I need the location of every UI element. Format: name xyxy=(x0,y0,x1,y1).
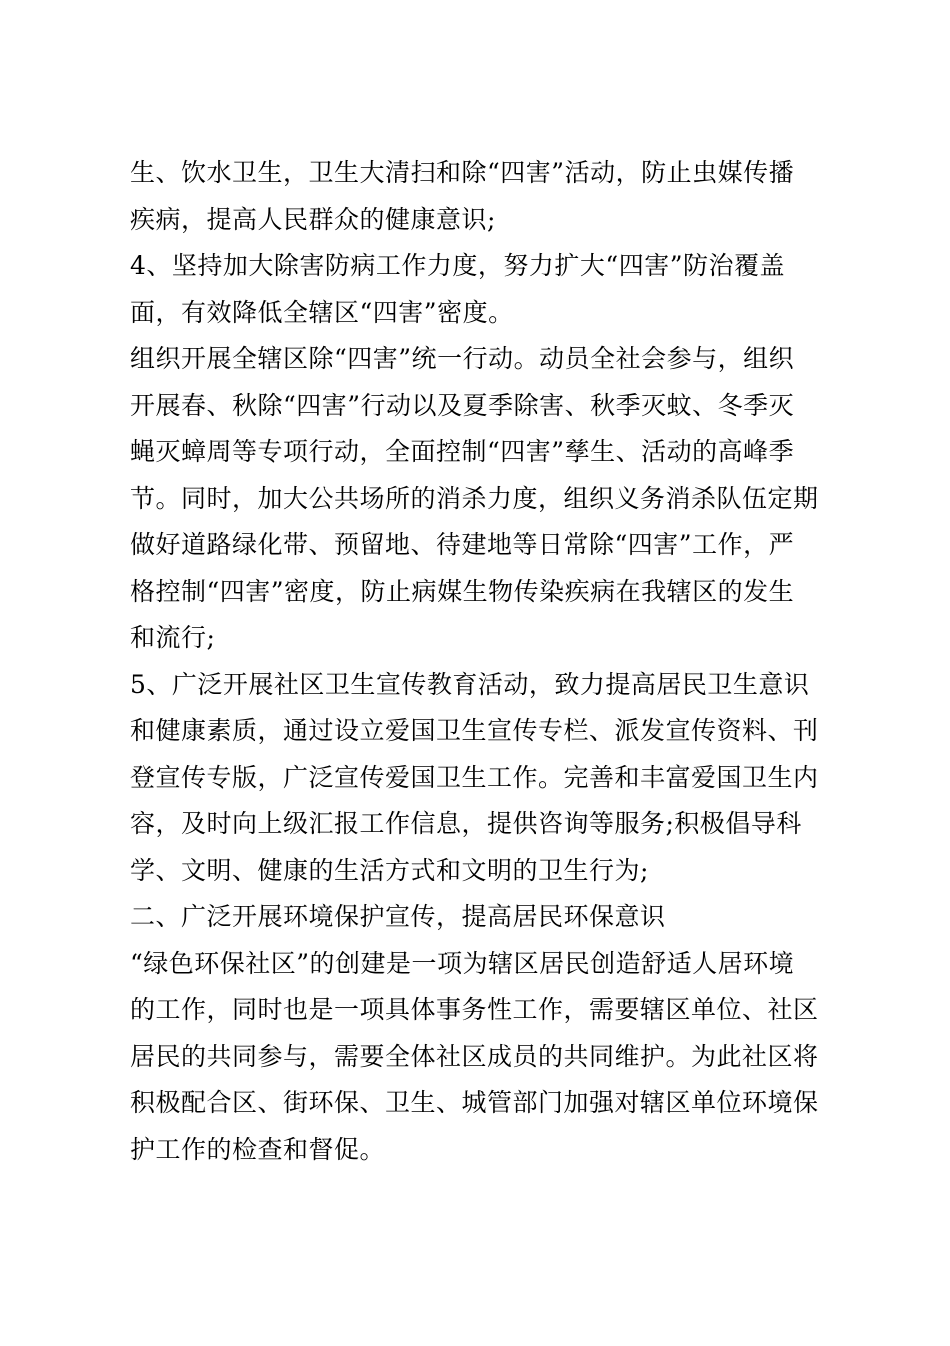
text-line: 居民的共同参与，需要全体社区成员的共同维护。为此社区将 xyxy=(130,1041,819,1071)
text-line: 学、文明、健康的生活方式和文明的卫生行为; xyxy=(130,855,649,885)
text-line: 节。同时，加大公共场所的消杀力度，组织义务消杀队伍定期 xyxy=(130,483,819,513)
text-line: 蝇灭蟑周等专项行动，全面控制“四害”孳生、活动的高峰季 xyxy=(130,437,795,466)
text-line: 做好道路绿化带、预留地、待建地等日常除“四害”工作，严 xyxy=(130,530,795,559)
text-line: “绿色环保社区”的创建是一项为辖区居民创造舒适人居环境 xyxy=(130,948,795,978)
text-line: 和健康素质，通过设立爱国卫生宣传专栏、派发宣传资料、刊 xyxy=(130,716,819,745)
text-line: 组织开展全辖区除“四害”统一行动。动员全社会参与，组织 xyxy=(130,344,795,373)
text-line: 5、广泛开展社区卫生宣传教育活动，致力提高居民卫生意识 xyxy=(130,669,810,699)
text-line: 护工作的检查和督促。 xyxy=(130,1134,386,1164)
text-line: 的工作，同时也是一项具体事务性工作，需要辖区单位、社区 xyxy=(130,995,819,1024)
text-line: 面，有效降低全辖区“四害”密度。 xyxy=(130,297,514,327)
text-line: 格控制“四害”密度，防止病媒生物传染疾病在我辖区的发生 xyxy=(130,576,795,606)
text-line: 和流行; xyxy=(130,623,216,652)
text-line: 4、坚持加大除害防病工作力度，努力扩大“四害”防治覆盖 xyxy=(130,251,785,280)
text-line: 疾病，提高人民群众的健康意识; xyxy=(130,204,496,234)
section-heading: 二、广泛开展环境保护宣传，提高居民环保意识 xyxy=(130,902,666,931)
document-body xyxy=(130,150,830,1173)
text-line: 登宣传专版，广泛宣传爱国卫生工作。完善和丰富爱国卫生内 xyxy=(130,762,819,792)
text-line: 积极配合区、街环保、卫生、城管部门加强对辖区单位环境保 xyxy=(130,1088,819,1117)
text-line: 生、饮水卫生，卫生大清扫和除“四害”活动，防止虫媒传播 xyxy=(130,158,795,187)
text-line: 容，及时向上级汇报工作信息，提供咨询等服务;积极倡导科 xyxy=(130,809,802,838)
text-line: 开展春、秋除“四害”行动以及夏季除害、秋季灭蚊、冬季灭 xyxy=(130,390,795,420)
